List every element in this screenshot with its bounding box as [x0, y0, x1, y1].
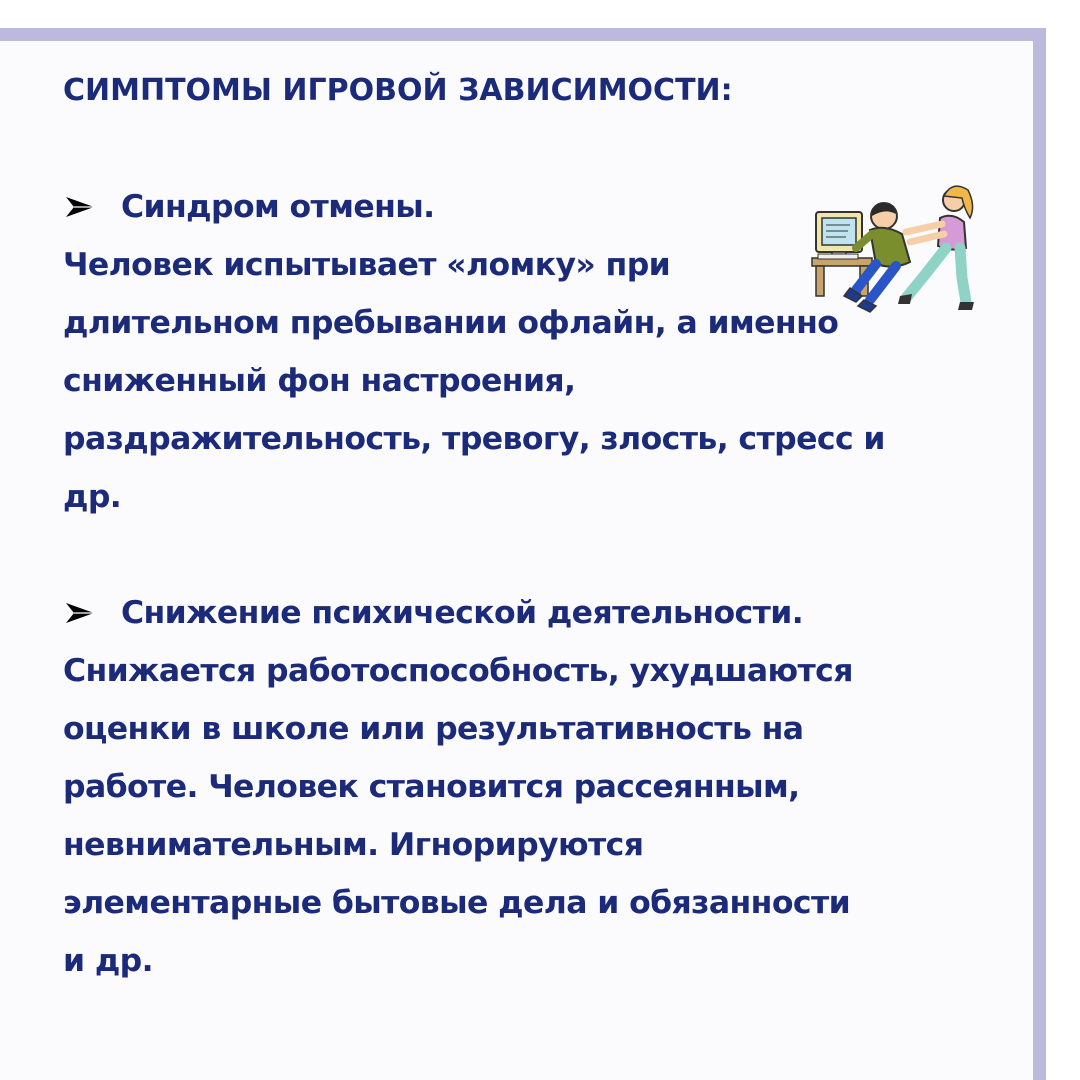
text-line: оценки в школе или результативность на	[63, 711, 804, 747]
text-line: раздражительность, тревогу, злость, стресс и	[63, 421, 885, 457]
text-line: длительном пребывании офлайн, а именно	[63, 305, 839, 341]
text-line: невнимательным. Игнорируются	[63, 827, 644, 863]
text-line: др.	[63, 479, 122, 515]
arrow-bullet-icon	[63, 195, 97, 219]
text-line: Человек испытывает «ломку» при	[63, 247, 671, 283]
arrow-bullet-icon	[63, 601, 97, 625]
frame-top-border	[0, 28, 1046, 41]
item-heading: Синдром отмены.	[121, 189, 435, 225]
text-line: и др.	[63, 943, 153, 979]
text-line: Снижается работоспособность, ухудшаются	[63, 653, 853, 689]
text-line: сниженный фон настроения,	[63, 363, 576, 399]
frame-right-border	[1033, 28, 1046, 1080]
person-pulled-from-computer-illustration	[806, 178, 984, 318]
text-line: работе. Человек становится рассеянным,	[63, 769, 800, 805]
text-line: элементарные бытовые дела и обязанности	[63, 885, 851, 921]
bullet-heading-2	[63, 584, 1013, 642]
page-title: СИМПТОМЫ ИГРОВОЙ ЗАВИСИМОСТИ:	[63, 73, 733, 108]
item-heading: Снижение психической деятельности.	[121, 595, 804, 631]
